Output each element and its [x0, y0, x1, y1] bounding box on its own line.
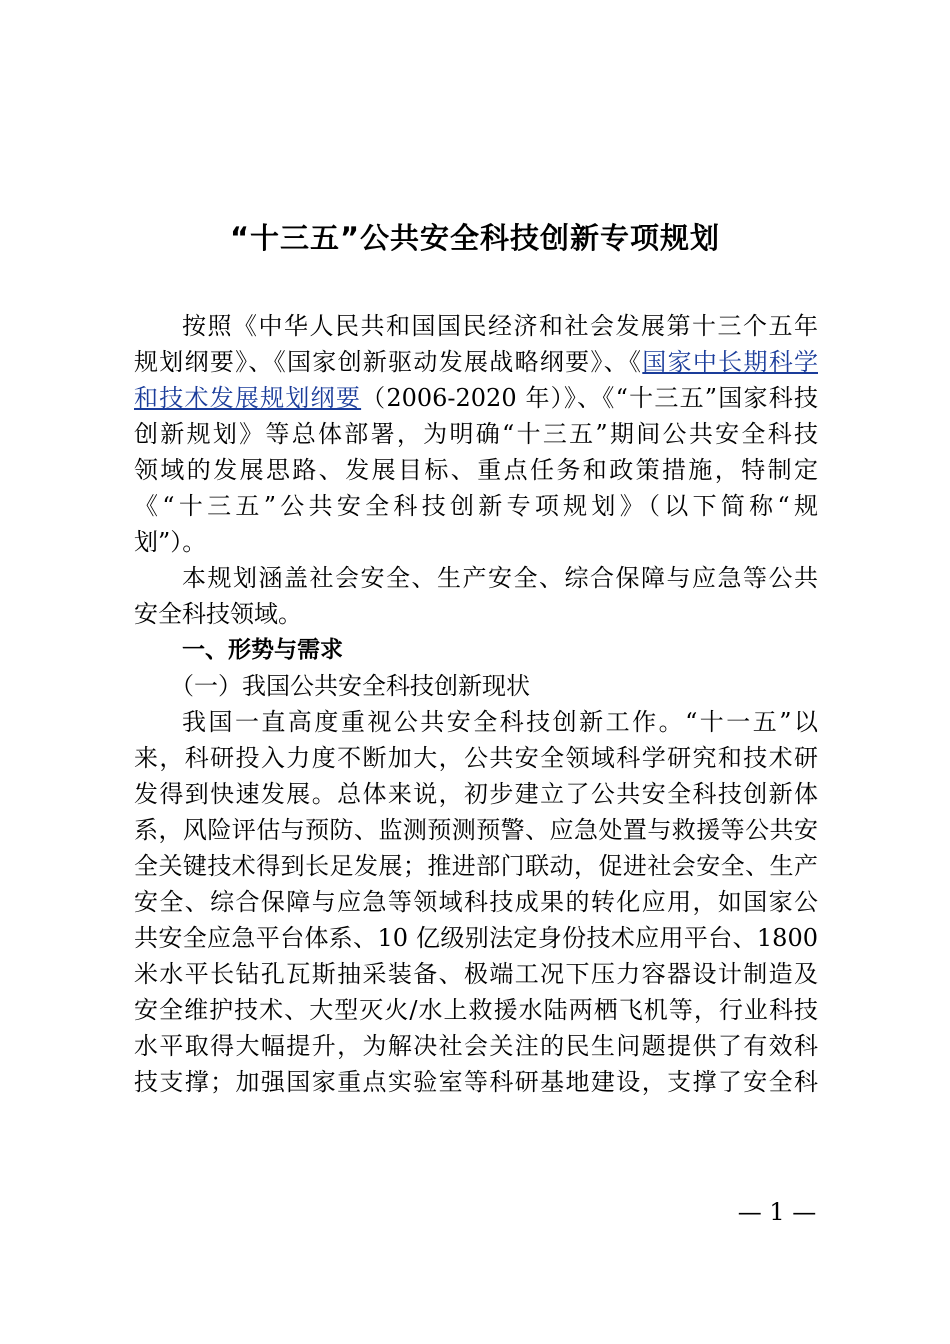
- text-line: 全关键技术得到长足发展；推进部门联动，促进社会安全、生产: [134, 852, 818, 880]
- text-line: 创新规划》等总体部署，为明确“十三五”期间公共安全科技: [134, 420, 818, 448]
- text-line: 水平取得大幅提升，为解决社会关注的民生问题提供了有效科: [134, 1032, 818, 1060]
- text-line: 安全维护技术、大型灭火/水上救援水陆两栖飞机等，行业科技: [134, 996, 818, 1024]
- text-line: 安全、综合保障与应急等领域科技成果的转化应用，如国家公: [134, 888, 818, 916]
- text-line: 米水平长钻孔瓦斯抽采装备、极端工况下压力容器设计制造及: [134, 960, 818, 988]
- text-line: [134, 344, 818, 380]
- text-line: 划”）。: [134, 528, 207, 556]
- document-title: “十三五”公共安全科技创新专项规划: [229, 221, 721, 255]
- text-line: 本规划涵盖社会安全、生产安全、综合保障与应急等公共: [182, 564, 818, 592]
- link-science-plan[interactable]: 国家中长期科学: [642, 348, 818, 376]
- document-body: [134, 308, 818, 1100]
- text-segment: 规划纲要》、《国家创新驱动发展战略纲要》、《: [134, 348, 643, 376]
- text-line: 《“十三五”公共安全科技创新专项规划》（以下简称“规: [134, 492, 818, 520]
- section-heading: 一、形势与需求: [182, 637, 343, 663]
- text-line: 来，科研投入力度不断加大，公共安全领域科学研究和技术研: [134, 744, 818, 772]
- paragraph-scope: [134, 560, 818, 632]
- text-line: 系，风险评估与预防、监测预测预警、应急处置与救援等公共安: [134, 816, 818, 844]
- paragraph-intro: [134, 308, 818, 560]
- link-science-plan-cont[interactable]: 和技术发展规划纲要: [134, 384, 362, 412]
- page-number: — 1 —: [737, 1198, 817, 1226]
- text-line: 安全科技领域。: [134, 600, 302, 628]
- text-line: 领域的发展思路、发展目标、重点任务和政策措施，特制定: [134, 456, 818, 484]
- text-line: 共安全应急平台体系、10 亿级别法定身份技术应用平台、1800: [134, 924, 818, 952]
- text-line: 技支撑；加强国家重点实验室等科研基地建设，支撑了安全科: [134, 1068, 818, 1096]
- text-segment: （2006-2020 年）》、《“十三五”国家科技: [361, 384, 818, 412]
- subsection-heading: （一）我国公共安全科技创新现状: [170, 672, 530, 700]
- paragraph-status: [134, 704, 818, 1100]
- text-line: 发得到快速发展。总体来说，初步建立了公共安全科技创新体: [134, 780, 818, 808]
- text-line: [134, 380, 818, 416]
- text-line: 我国一直高度重视公共安全科技创新工作。“十一五”以: [182, 708, 818, 736]
- text-line: 按照《中华人民共和国国民经济和社会发展第十三个五年: [182, 312, 818, 340]
